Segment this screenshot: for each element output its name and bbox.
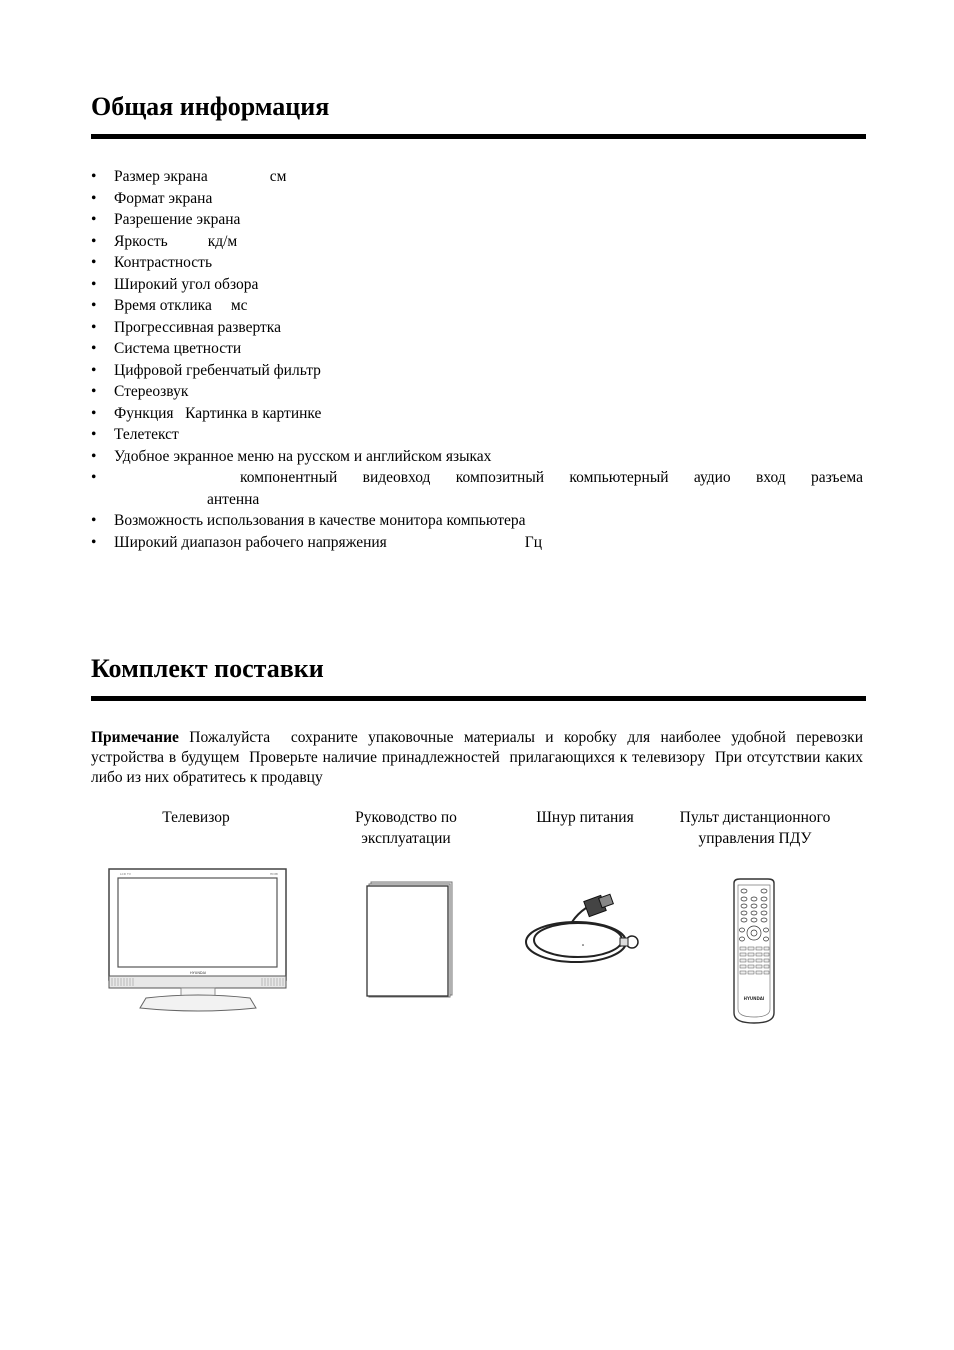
list-item: • Широкий угол обзора xyxy=(91,274,863,296)
list-item: • Возможность использования в качестве монитора компьютера xyxy=(91,510,863,532)
svg-text:HYUNDAI: HYUNDAI xyxy=(743,996,765,1001)
svg-text:HYUNDAI: HYUNDAI xyxy=(189,971,207,975)
list-item: • Прогрессивная развертка xyxy=(91,317,863,339)
list-item: • Разрешение экрана xyxy=(91,209,863,231)
section-divider xyxy=(91,696,866,701)
note-paragraph: Примечание Пожалуйста сохраните упаковочные материалы и коробку для наиболее удобной перевозки устройства в будущем Проверьте наличие принадлежностей прилагающихся к телевизору При отсутствии каких либо из них обратитесь к продавцу xyxy=(91,729,867,786)
list-item: • Телетекст xyxy=(91,424,863,446)
power-cord-image xyxy=(520,892,644,972)
list-item: • Цифровой гребенчатый фильтр xyxy=(91,360,863,382)
list-item: • Функция Картинка в картинке xyxy=(91,403,863,425)
remote-image xyxy=(730,877,778,1027)
section-divider xyxy=(91,134,866,139)
manual-image xyxy=(360,878,456,1000)
section-title-general: Общая информация xyxy=(91,92,330,121)
list-item: • Время отклика мс xyxy=(91,295,863,317)
list-item: • Контрастность xyxy=(91,252,863,274)
item-label-power-cord: Шнур питания xyxy=(536,809,634,826)
item-label-manual: Руководство по эксплуатации xyxy=(355,809,457,847)
list-item: • компонентный видеовход композитный компьютерный аудио вход разъема антенна xyxy=(91,467,863,510)
svg-text:HDMI: HDMI xyxy=(270,872,279,876)
item-label-tv: Телевизор xyxy=(162,809,230,826)
list-item: • Формат экрана xyxy=(91,188,863,210)
item-label-remote: Пульт дистанционного управления ПДУ xyxy=(679,809,831,847)
list-item: • Яркость кд/м xyxy=(91,231,863,253)
section-title-package: Комплект поставки xyxy=(91,654,324,683)
note-label: Примечание xyxy=(91,729,179,746)
list-item: • Широкий диапазон рабочего напряжения Гц xyxy=(91,532,863,554)
feature-list xyxy=(91,166,863,553)
svg-text:LCD TV: LCD TV xyxy=(120,872,131,876)
list-item: • Система цветности xyxy=(91,338,863,360)
tv-image xyxy=(106,866,290,1014)
list-item: • Стереозвук xyxy=(91,381,863,403)
list-item: • Размер экрана см xyxy=(91,166,863,188)
list-item: • Удобное экранное меню на русском и английском языках xyxy=(91,446,863,468)
